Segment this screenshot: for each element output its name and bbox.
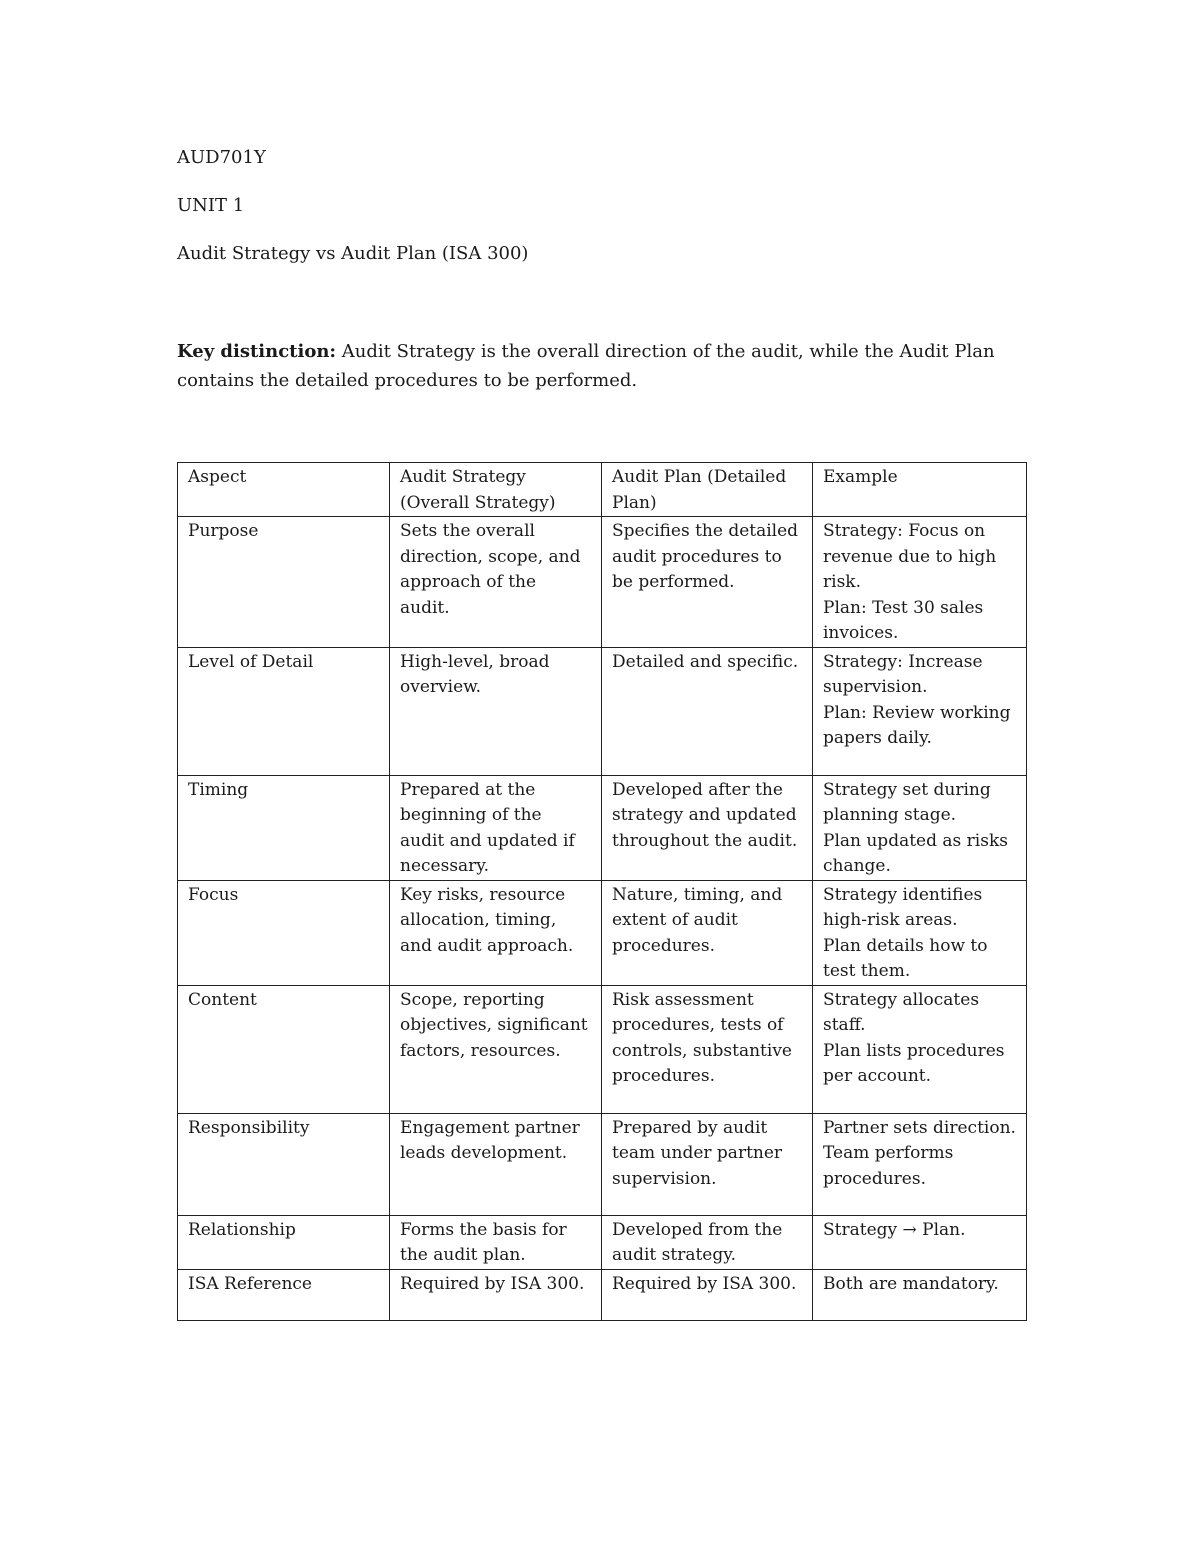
table-cell — [390, 1269, 602, 1320]
table-header-row — [178, 463, 1027, 517]
table-cell — [178, 647, 390, 775]
unit-label: UNIT 1 — [177, 195, 245, 216]
table-row — [178, 1113, 1027, 1215]
cell-text: Engagement partner leads development. — [400, 1117, 580, 1163]
table-cell — [390, 775, 602, 880]
cell-text: Partner sets direction. Team performs procedures. — [823, 1117, 1016, 1189]
cell-text: Developed after the strategy and updated throughout the audit. — [612, 779, 798, 851]
comparison-table — [177, 462, 1027, 1321]
table-cell — [178, 517, 390, 648]
cell-text: Prepared at the beginning of the audit and updated if necessary. — [400, 779, 575, 876]
table-cell — [602, 647, 813, 775]
course-code: AUD701Y — [177, 147, 266, 168]
table-cell — [178, 1215, 390, 1269]
table-cell — [813, 775, 1027, 880]
table-cell — [602, 775, 813, 880]
cell-text: High-level, broad overview. — [400, 651, 550, 697]
table-row — [178, 985, 1027, 1113]
cell-text: Responsibility — [188, 1117, 310, 1138]
header-cell — [390, 463, 602, 517]
cell-text: Key risks, resource allocation, timing, and audit approach. — [400, 884, 574, 956]
table-cell — [178, 1269, 390, 1320]
table-cell — [390, 1215, 602, 1269]
table-cell — [178, 1113, 390, 1215]
table-cell — [602, 517, 813, 648]
cell-text: Strategy identifies high-risk areas. Plan details how to test them. — [823, 884, 988, 981]
cell-text: Sets the overall direction, scope, and approach of the audit. — [400, 521, 581, 618]
table-cell — [602, 1269, 813, 1320]
header-cell — [178, 463, 390, 517]
cell-text: Forms the basis for the audit plan. — [400, 1219, 567, 1265]
key-distinction-text: Audit Strategy is the overall direction of the audit, while the Audit Plan contains the detailed procedures to be performed. — [177, 341, 995, 391]
cell-text: Required by ISA 300. — [400, 1273, 585, 1294]
cell-text: Risk assessment procedures, tests of controls, substantive procedures. — [612, 989, 792, 1086]
table-cell — [813, 647, 1027, 775]
key-distinction-paragraph — [177, 337, 1007, 395]
table-row — [178, 880, 1027, 985]
table-cell — [178, 985, 390, 1113]
table-cell — [813, 1215, 1027, 1269]
table-row — [178, 775, 1027, 880]
cell-text: Required by ISA 300. — [612, 1273, 797, 1294]
table-row — [178, 647, 1027, 775]
header-text: Audit Plan (Detailed Plan) — [612, 467, 787, 513]
document-title: Audit Strategy vs Audit Plan (ISA 300) — [177, 243, 529, 264]
table-cell — [813, 985, 1027, 1113]
header-text: Audit Strategy (Overall Strategy) — [400, 467, 556, 513]
cell-text: Focus — [188, 884, 239, 905]
table-row — [178, 1215, 1027, 1269]
table-row — [178, 517, 1027, 648]
comparison-table-body — [178, 463, 1027, 1321]
header-text: Aspect — [188, 467, 247, 487]
table-cell — [390, 517, 602, 648]
cell-text: Strategy set during planning stage. Plan updated as risks change. — [823, 779, 1008, 876]
cell-text: Purpose — [188, 521, 259, 541]
cell-text: Relationship — [188, 1219, 296, 1240]
table-cell — [602, 880, 813, 985]
table-cell — [813, 880, 1027, 985]
table-cell — [390, 1113, 602, 1215]
table-cell — [813, 1113, 1027, 1215]
cell-text: Strategy allocates staff. Plan lists procedures per account. — [823, 989, 1005, 1086]
cell-text: Strategy: Focus on revenue due to high risk. Plan: Test 30 sales invoices. — [823, 521, 997, 643]
cell-text: Specifies the detailed audit procedures to be performed. — [612, 521, 799, 592]
table-cell — [813, 1269, 1027, 1320]
cell-text: Nature, timing, and extent of audit procedures. — [612, 884, 783, 956]
cell-text: Scope, reporting objectives, significant factors, resources. — [400, 989, 588, 1061]
table-cell — [390, 647, 602, 775]
cell-text: Detailed and specific. — [612, 651, 799, 672]
table-cell — [602, 1215, 813, 1269]
table-cell — [602, 1113, 813, 1215]
key-distinction-label: Key distinction: — [177, 341, 337, 362]
table-cell — [390, 985, 602, 1113]
header-cell — [813, 463, 1027, 517]
cell-text: Strategy → Plan. — [823, 1219, 966, 1240]
table-row — [178, 1269, 1027, 1320]
cell-text: Timing — [188, 779, 249, 800]
cell-text: Developed from the audit strategy. — [612, 1219, 783, 1265]
table-cell — [602, 985, 813, 1113]
table-cell — [178, 775, 390, 880]
table-cell — [178, 880, 390, 985]
header-cell — [602, 463, 813, 517]
cell-text: Strategy: Increase supervision. Plan: Review working papers daily. — [823, 651, 1011, 748]
cell-text: Prepared by audit team under partner supervision. — [612, 1117, 783, 1189]
cell-text: Level of Detail — [188, 651, 314, 672]
table-cell — [813, 517, 1027, 648]
cell-text: ISA Reference — [188, 1273, 312, 1294]
cell-text: Both are mandatory. — [823, 1273, 999, 1294]
cell-text: Content — [188, 989, 257, 1010]
table-cell — [390, 880, 602, 985]
header-text: Example — [823, 467, 898, 487]
